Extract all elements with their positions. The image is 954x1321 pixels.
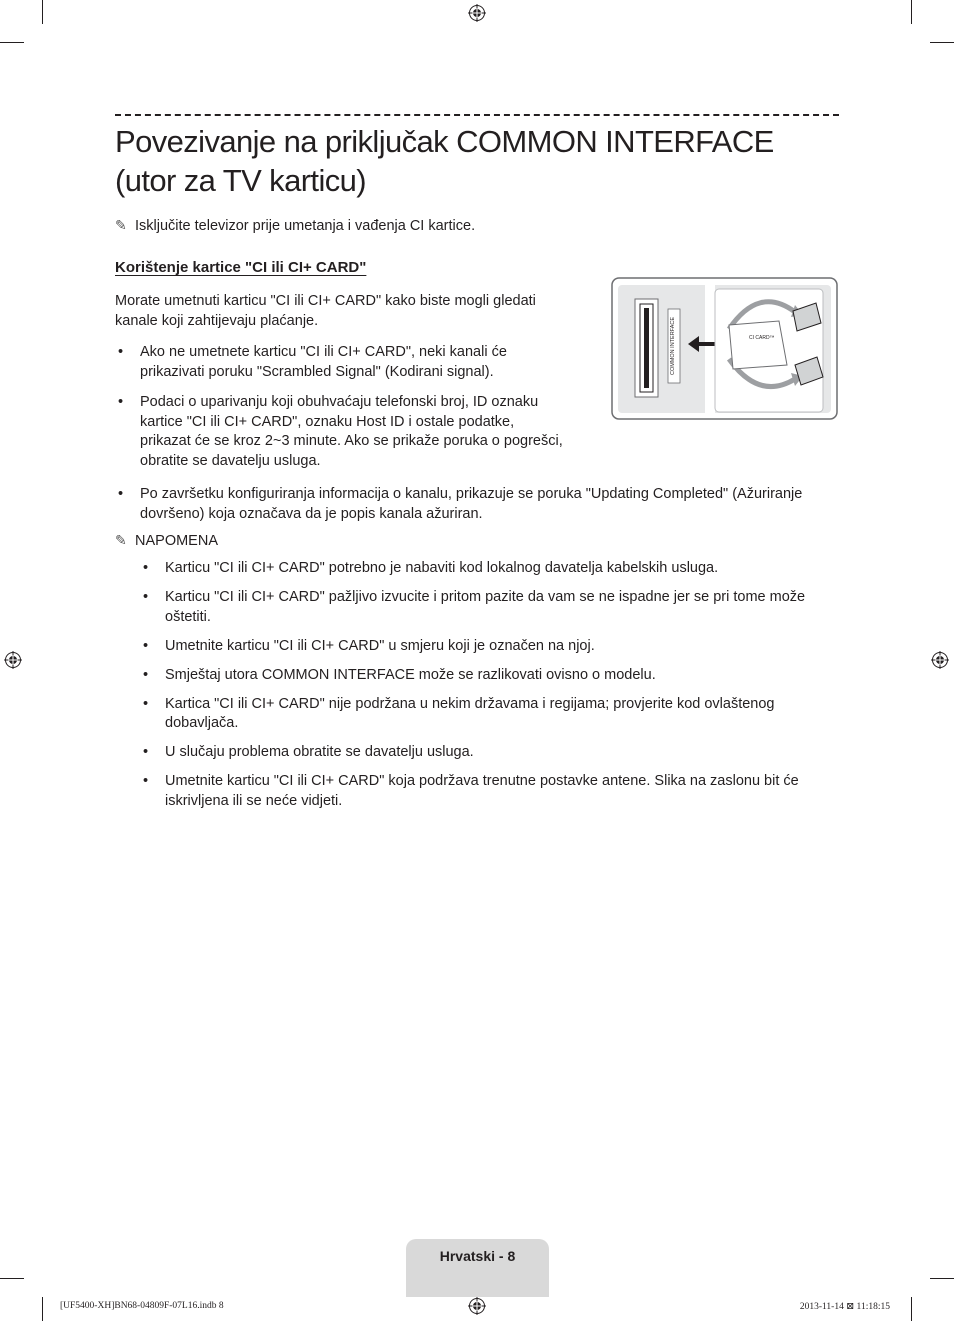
registration-mark-icon bbox=[468, 4, 486, 22]
list-item: • Umetnite karticu "CI ili CI+ CARD" u smjeru koji je označen na njoj. bbox=[140, 637, 840, 657]
crop-mark bbox=[930, 1278, 954, 1279]
list-item: • Karticu "CI ili CI+ CARD" pažljivo izvucite i pritom pazite da vam se ne ispadne jer se pri tome može oštetiti. bbox=[140, 588, 840, 627]
ci-card-illustration bbox=[611, 277, 838, 420]
note-heading-text: NAPOMENA bbox=[135, 533, 218, 549]
crop-mark bbox=[42, 0, 43, 24]
note-heading bbox=[115, 531, 218, 551]
print-slug-right: 2013-11-14 ⊠ 11:18:15 bbox=[799, 1302, 890, 1312]
crop-mark bbox=[0, 42, 24, 43]
crop-mark bbox=[930, 42, 954, 43]
pencil-icon: ✎ bbox=[115, 532, 127, 548]
page-title: Povezivanje na priključak COMMON INTERFACE (utor za TV karticu) bbox=[115, 124, 774, 198]
card-label: CI CARD™ bbox=[749, 335, 775, 341]
title-rule bbox=[115, 114, 839, 116]
page-number: Hrvatski - 8 bbox=[439, 1248, 516, 1264]
intro-note bbox=[115, 216, 475, 236]
crop-mark bbox=[42, 1297, 43, 1321]
crop-mark bbox=[911, 1297, 912, 1321]
list-item: • Umetnite karticu "CI ili CI+ CARD" koja podržava trenutne postavke antene. Slika na zaslonu bit će iskrivljena ili se neće vidjeti. bbox=[140, 772, 840, 811]
registration-mark-icon bbox=[931, 651, 949, 669]
crop-mark bbox=[911, 0, 912, 24]
slot-label: COMMON INTERFACE bbox=[670, 316, 676, 376]
list-item: • Ako ne umetnete karticu "CI ili CI+ CARD", neki kanali će prikazivati poruku "Scrambled Signal" (Kodirani signal). bbox=[115, 343, 565, 382]
list-item: • U slučaju problema obratite se davatelju usluga. bbox=[140, 743, 840, 763]
pencil-icon: ✎ bbox=[115, 217, 127, 233]
section-paragraph: Morate umetnuti karticu "CI ili CI+ CARD" kako biste mogli gledati kanale koji zahtijevaju plaćanje. bbox=[115, 293, 536, 329]
registration-mark-icon bbox=[4, 651, 22, 669]
intro-note-text: Isključite televizor prije umetanja i vađenja CI kartice. bbox=[135, 218, 476, 234]
list-item: • Po završetku konfiguriranja informacija o kanalu, prikazuje se poruka "Updating Completed" (Ažuriranje dovršeno) koja označava da je popis kanala ažuriran. bbox=[115, 485, 839, 524]
section-heading: Korištenje kartice "CI ili CI+ CARD" bbox=[115, 259, 367, 276]
crop-mark bbox=[0, 1278, 24, 1279]
bullet-list bbox=[115, 343, 565, 482]
list-item: • Karticu "CI ili CI+ CARD" potrebno je nabaviti kod lokalnog davatelja kabelskih usluga. bbox=[140, 559, 840, 579]
registration-mark-icon bbox=[468, 1297, 486, 1315]
list-item: • Smještaj utora COMMON INTERFACE može se razlikovati ovisno o modelu. bbox=[140, 666, 840, 686]
list-item: • Kartica "CI ili CI+ CARD" nije podržana u nekim državama i regijama; provjerite kod ovlaštenog dobavljača. bbox=[140, 695, 840, 734]
list-item: • Podaci o uparivanju koji obuhvaćaju telefonski broj, ID oznaku kartice "CI ili CI+ CARD", oznaku Host ID i ostale podatke, prikazat će se kroz 2~3 minute. Ako se prikaže poruka o pogrešci, obratite se davatelju usluga. bbox=[115, 393, 565, 471]
print-slug-left: [UF5400-XH]BN68-04809F-07L16.indb 8 bbox=[60, 1301, 224, 1311]
note-list bbox=[140, 559, 840, 821]
bullet-list bbox=[115, 485, 839, 535]
